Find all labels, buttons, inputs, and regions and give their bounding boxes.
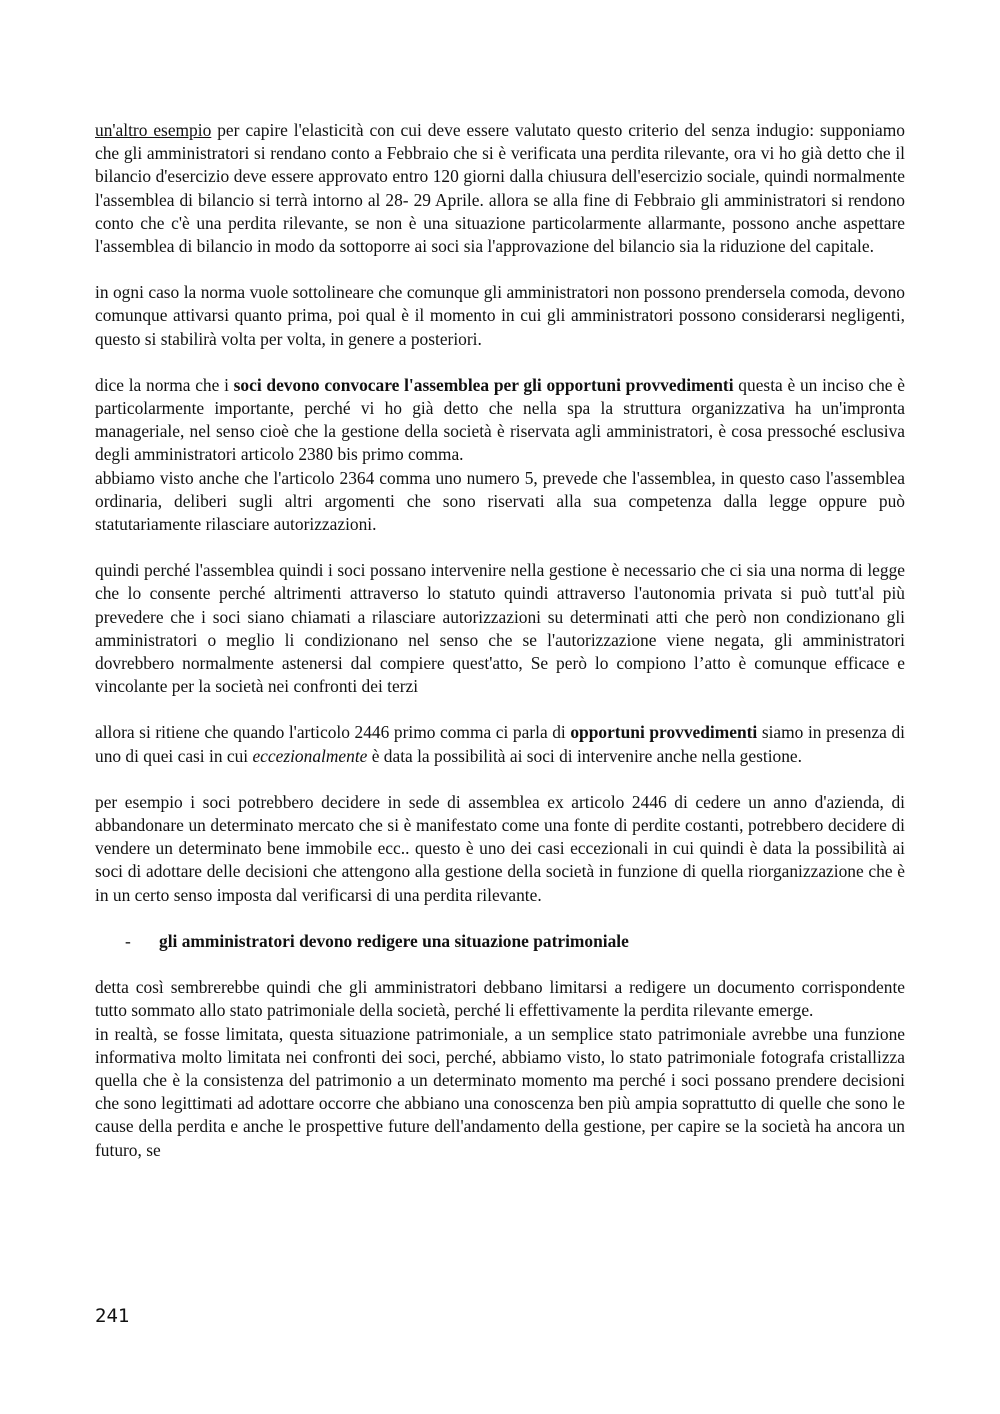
paragraph-text: siamo in presenza di uno di quei casi in cui xyxy=(95,722,906,766)
paragraph-text: per capire l'elasticità con cui deve essere valutato questo criterio del senza indugio: supponiamo che gli amministratori si rendano conto a Febbraio che si è verificata una perdita rilevante, ora vi ho già detto che il bilancio d'esercizio deve essere approvato entro 120 giorni dalla chiusura dell'esercizio sociale, quindi normalmente l'assemblea di bilancio si terrà intorno al 28- 29 Aprile. allora se alla fine di Febbraio gli amministratori si rendono conto che c'è una perdita rilevante, se non è una situazione particolarmente allarmante, possono anche aspettare l'assemblea di bilancio in modo da sottoporre ai soci sia l'approvazione del bilancio sia la riduzione del capitale. xyxy=(95,120,906,257)
bold-phrase: soci devono convocare l'assemblea per gli opportuni provvedimenti xyxy=(233,374,734,395)
paragraph-text: è data la possibilità ai soci di intervenire anche nella gestione. xyxy=(367,745,802,766)
paragraph-5 xyxy=(95,721,905,767)
paragraph-3b xyxy=(95,467,905,537)
paragraph-text: per esempio i soci potrebbero decidere in sede di assemblea ex articolo 2446 di cedere un anno d'azienda, di abbandonare un determinato mercato che si è manifestato come una fonte di perdite costanti, potrebbero decidere di vendere un determinato bene immobile ecc.. questo è uno dei casi eccezionali in cui quindi è data la possibilità ai soci di adottare delle decisioni che attengono alla gestione della società in funzione di quella riorganizzazione che è in un certo senso imposta dal verificarsi di una perdita rilevante. xyxy=(95,791,905,905)
paragraph-2 xyxy=(95,281,905,351)
underlined-phrase: un'altro esempio xyxy=(95,120,212,140)
paragraph-text: dice la norma che i xyxy=(95,374,234,395)
paragraph-text: abbiamo visto anche che l'articolo 2364 comma uno numero 5, prevede che l'assemblea, in questo caso l'assemblea ordinaria, deliberi sugli altri argomenti che sono riservati alla sua competenza dalla legge oppure può statutariamente rilasciare autorizzazioni. xyxy=(95,467,905,535)
paragraph-7 xyxy=(95,976,905,1022)
paragraph-text: questa è un inciso che è particolarmente importante, perché vi ho già detto che nella spa la struttura organizzativa ha un'impronta manageriale, nel senso cioè che la gestione della società è riservata agli amministratori, è cosa pressoché esclusiva degli amministratori articolo 2380 bis primo comma. xyxy=(95,374,905,465)
paragraph-3 xyxy=(95,374,905,467)
paragraph-text: detta così sembrerebbe quindi che gli amministratori debbano limitarsi a redigere un documento corrispondente tutto sommato allo stato patrimoniale della società, perché li effettivamente la perdita rilevante emerge. xyxy=(95,977,905,1021)
italic-word: eccezionalmente xyxy=(252,745,368,766)
paragraph-4 xyxy=(95,559,905,698)
paragraph-text: quindi perché l'assemblea quindi i soci possano intervenire nella gestione è necessario che ci sia una norma di legge che lo consente perché altrimenti attraverso lo statuto quindi attraverso l'autonomia privata si può tutt'al più prevedere che i soci siano chiamati a rilasciare autorizzazioni su determinati atti che però non condizionano gli amministratori o meglio li condizionano nel senso che se l'autorizzazione viene negata, gli amministratori dovrebbero normalmente astenersi dal compiere quest'atto, Se però lo compiono l’atto è comunque efficace e vincolante per la società nei confronti dei terzi xyxy=(95,560,905,697)
bold-phrase: opportuni provvedimenti xyxy=(570,722,758,743)
paragraph-1 xyxy=(95,119,905,258)
page-number: 241 xyxy=(95,1305,130,1327)
paragraph-6 xyxy=(95,791,905,907)
section-heading xyxy=(95,930,905,953)
paragraph-text: allora si ritiene che quando l'articolo 2446 primo comma ci parla di xyxy=(95,722,571,743)
paragraph-text: in realtà, se fosse limitata, questa situazione patrimoniale, a un semplice stato patrimoniale avrebbe una funzione informativa molto limitata nei confronti dei soci, perché, abbiamo visto, lo stato patrimoniale fotografa cristallizza quella che è la consistenza del patrimonio a un determinato momento ma perché i soci possano prendere decisioni che sono legittimati ad adottare occorre che abbiano una conoscenza ben più ampia soprattutto di quelle che sono le cause della perdita e anche le prospettive future dell'andamento della gestione, per capire se la società ha ancora un futuro, se xyxy=(95,1023,905,1160)
paragraph-text: in ogni caso la norma vuole sottolineare che comunque gli amministratori non possono prendersela comoda, devono comunque attivarsi quanto prima, poi qual è il momento in cui gli amministratori possono considerarsi negligenti, questo si stabilirà volta per volta, in genere a posteriori. xyxy=(95,282,905,349)
heading-text: gli amministratori devono redigere una situazione patrimoniale xyxy=(159,930,629,951)
paragraph-8 xyxy=(95,1023,905,1162)
list-dash: - xyxy=(125,930,131,951)
document-body xyxy=(95,119,905,1185)
